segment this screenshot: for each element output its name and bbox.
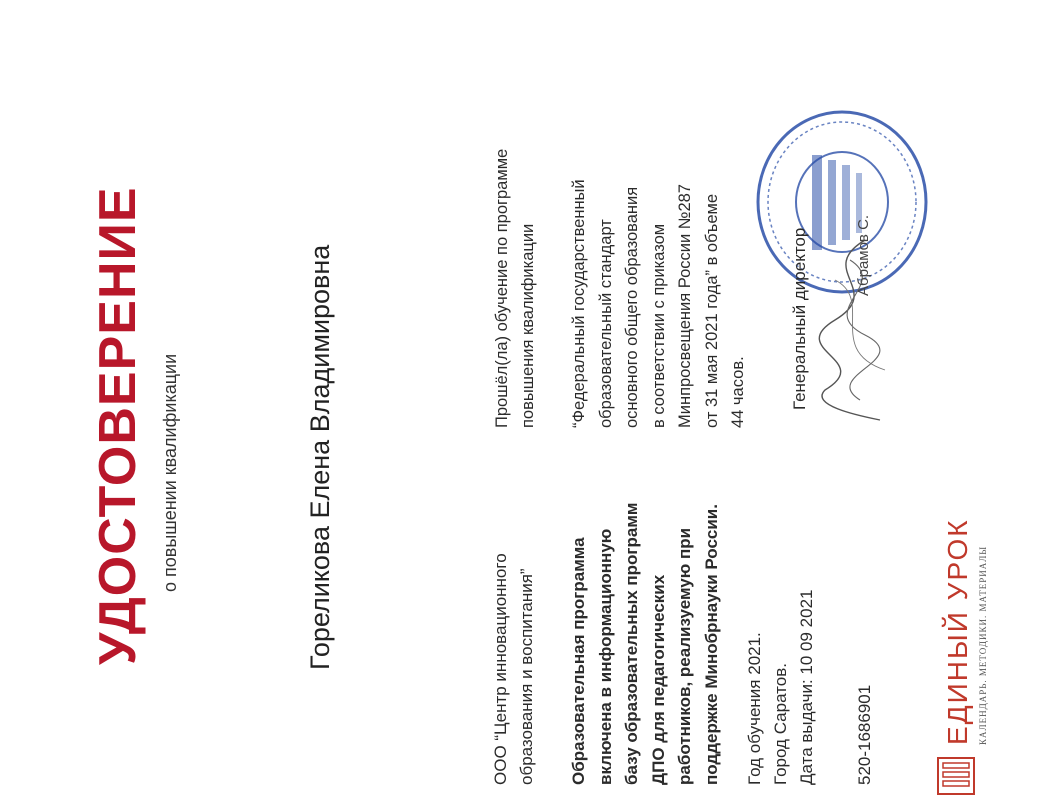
completion-line: Прошёл(ла) обучение по программе <box>493 148 511 428</box>
program-note-line: работников, реализуемую при <box>675 527 694 785</box>
program-note-line: базу образовательных программ <box>622 502 641 785</box>
program-name-line: “Федеральный государственный <box>570 179 588 428</box>
books-icon <box>935 755 977 797</box>
certificate-title: УДОСТОВЕРЕНИЕ <box>89 186 147 665</box>
issue-details <box>742 590 820 786</box>
issue-city: Город Саратов. <box>771 663 790 785</box>
program-note-line: ДПО для педагогических <box>648 574 668 785</box>
handwritten-signature <box>795 230 905 430</box>
program-note-line: поддержке Минобрнауки России. <box>701 504 721 785</box>
logo-tagline: КАЛЕНДАРЬ. МЕТОДИКИ. МАТЕРИАЛЫ <box>978 545 988 745</box>
organization-line: образования и воспитания” <box>517 568 536 785</box>
program-note-line: Образовательная программа <box>569 537 588 785</box>
program-name-line: основного общего образования <box>623 186 641 428</box>
signatory-position: Генеральный директор <box>790 227 809 410</box>
program-note-line: включена в информационную <box>595 528 615 785</box>
program-name-line: 44 часов. <box>729 356 747 428</box>
completion-line: повышения квалификации <box>519 223 537 428</box>
program-database-note <box>566 503 725 786</box>
program-name-line: образовательный стандарт <box>596 219 615 428</box>
program-name-line: от 31 мая 2021 года” в объеме <box>702 193 721 428</box>
completion-statement <box>489 149 541 428</box>
registration-number: 520-1686901 <box>855 684 874 785</box>
study-year: Год обучения 2021. <box>745 632 764 785</box>
issue-date: Дата выдачи: 10 09 2021 <box>797 589 816 785</box>
program-name-line: Минпросвещения России №287 <box>676 184 694 428</box>
recipient-name: Гореликова Елена Владимировна <box>305 244 335 670</box>
program-name <box>566 179 752 428</box>
organization-name <box>488 553 540 785</box>
signatory-name: Абрамов С. <box>855 214 872 296</box>
certificate-subtitle: о повышении квалификации <box>160 353 180 592</box>
organization-line: ООО “Центр инновационного <box>491 553 510 785</box>
logo-name: ЕДИНЫЙ УРОК <box>942 518 973 745</box>
program-name-line: в соответствии с приказом <box>649 223 668 428</box>
